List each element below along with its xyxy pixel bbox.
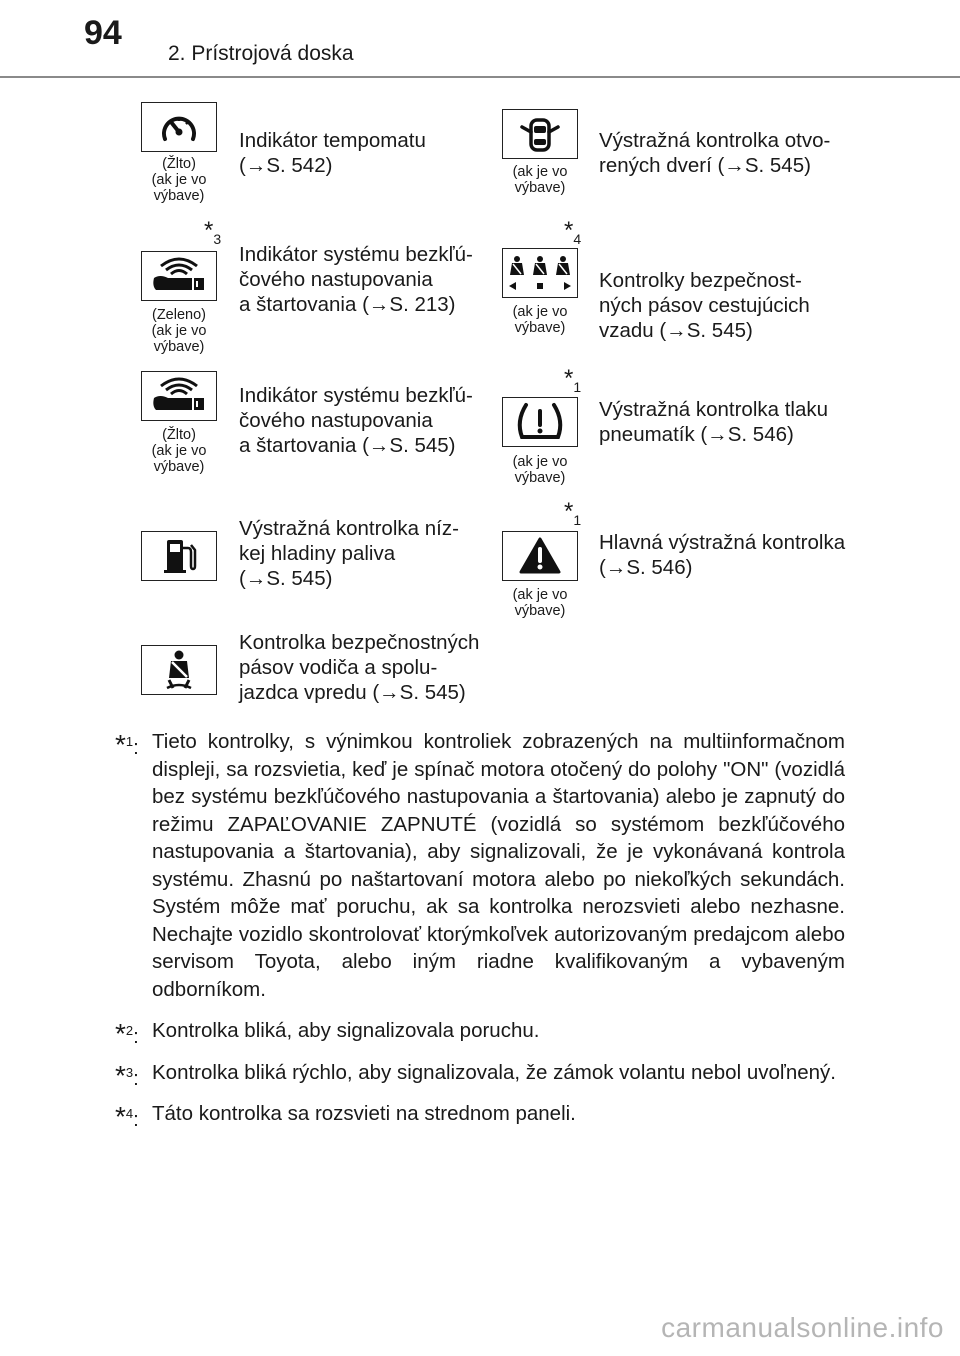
- front-seatbelt-icon: [141, 645, 217, 695]
- indicator-description: Výstražná kontrolka tlaku pneumatík (→S. 546): [599, 398, 829, 446]
- indicator-description: Indikátor systému bezkľú- čového nastupovania a štartovania (→S. 545): [239, 384, 473, 457]
- footnote: *$^4$: Táto kontrolka sa rozsvieti na strednom paneli.: [115, 1101, 576, 1132]
- footnote-marker: $*_1$: [564, 498, 582, 528]
- icon-caption: (Žlto) (ak je vo výbave): [151, 156, 207, 204]
- section-title: 2. Prístrojová doska: [168, 42, 354, 65]
- icon-caption: (Žlto) (ak je vo výbave): [151, 427, 207, 475]
- indicator-description: Indikátor tempomatu (→S. 542): [239, 129, 426, 177]
- footnote-marker: $*_3$: [204, 217, 222, 247]
- indicator-description: Výstražná kontrolka níz- kej hladiny paliva (→S. 545): [239, 517, 459, 590]
- master-warning-icon: [502, 531, 578, 581]
- indicator-description: Kontrolky bezpečnost- ných pásov cestujúcich vzadu (→S. 545): [599, 269, 810, 342]
- indicator-description: Indikátor systému bezkľú- čového nastupovania a štartovania (→S. 213): [239, 243, 473, 316]
- smart-key-icon: [141, 251, 217, 301]
- icon-caption: (ak je vo výbave): [512, 164, 568, 196]
- footnotes: [115, 728, 845, 1142]
- page-header: [0, 0, 960, 78]
- indicator-description: Výstražná kontrolka otvo- rených dverí (→S. 545): [599, 129, 831, 177]
- fuel-icon: [141, 531, 217, 581]
- tire-pressure-icon: [502, 397, 578, 447]
- footnote-marker: $*_4$: [564, 217, 582, 247]
- indicator-description: Kontrolka bezpečnostných pásov vodiča a spolu- jazdca vpredu (→S. 545): [239, 631, 480, 704]
- watermark: carmanualsonline.info: [661, 1312, 944, 1343]
- icon-caption: (Zeleno) (ak je vo výbave): [151, 307, 207, 355]
- icon-caption: (ak je vo výbave): [512, 304, 568, 336]
- footnote: *$^2$: Kontrolka bliká, aby signalizovala poruchu.: [115, 1018, 540, 1049]
- indicator-description: Hlavná výstražná kontrolka (→S. 546): [599, 531, 846, 579]
- smart-key-icon: [141, 371, 217, 421]
- door-open-icon: [502, 109, 578, 159]
- page-number: 94: [84, 14, 122, 52]
- cruise-control-icon: [141, 102, 217, 152]
- rear-seatbelt-icon: [502, 248, 578, 298]
- icon-caption: (ak je vo výbave): [512, 454, 568, 486]
- footnote: *$^1$: Tieto kontrolky, s výnimkou kontroliek zobrazených na multiinformačnom displeji, sa rozsvietia, keď je spínač motora otočený do polohy "ON" (vozidlá bez systému bezkľúčového nastupovania a štartovania) alebo je zapnutý do režimu ZAPAĽOVANIE ZAPNUTÉ (vozidlá so systémom bezkľúčového nastupovania a štartovania), aby signalizovali, že je vykonávaná kontrola systému. Zhasnú po naštartovaní motora alebo po niekoľkých sekundách. Systém môže mať poruchu, ak sa kontrolka nerozsvieti alebo nezhasne. Nechajte vozidlo skontrolovať ktorýmkoľvek autorizovaným predajcom alebo servisom Toyota, alebo iným riadne kvalifikovaným a vybaveným odborníkom.: [115, 729, 845, 1001]
- header-divider: [0, 76, 960, 78]
- icon-caption: (ak je vo výbave): [512, 587, 568, 619]
- footnote-marker: $*_1$: [564, 365, 582, 395]
- footnote: *$^3$: Kontrolka bliká rýchlo, aby signalizovala, že zámok volantu nebol uvoľnený.: [115, 1059, 836, 1091]
